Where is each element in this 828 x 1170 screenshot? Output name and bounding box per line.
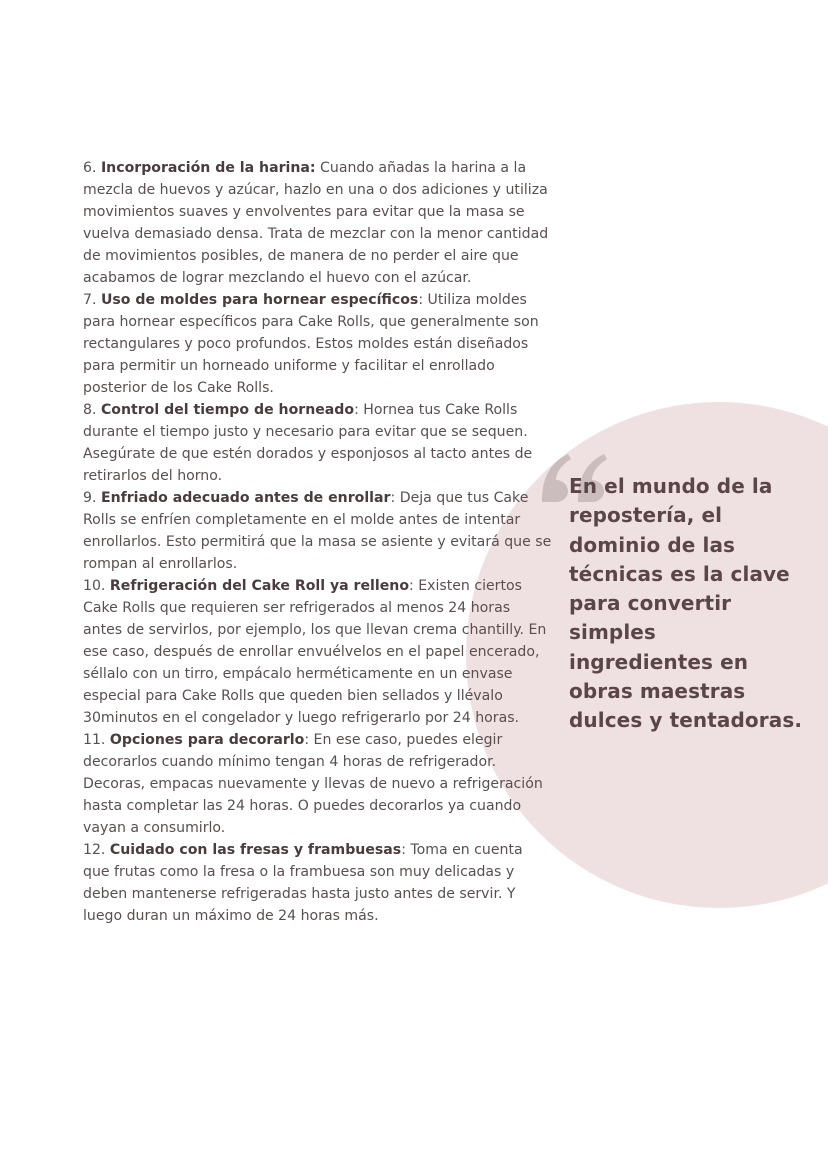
item-text: : Toma en cuenta que frutas como la fresa o la frambuesa son muy delicadas y deben mantenerse refrigeradas hasta justo antes de servir. Y luego duran un máximo de 24 horas más. [83,842,523,924]
item-text: Cuando añadas la harina a la mezcla de huevos y azúcar, hazlo en una o dos adiciones y utiliza movimientos suaves y envolventes para evitar que la masa se vuelva demasiado densa. Trata de mezclar con la menor cantidad de movimientos posibles, de manera de no perder el aire que acabamos de lograr mezclando el huevo con el azúcar. [83,160,549,286]
list-item [83,729,553,839]
tips-list [83,157,553,927]
item-text: : Utiliza moldes para hornear específicos para Cake Rolls, que generalmente son rectangulares y poco profundos. Estos moldes están diseñados para permitir un horneado uniforme y facilitar el enrollado posterior de los Cake Rolls. [83,292,539,396]
item-text: : En ese caso, puedes elegir decorarlos cuando mínimo tengan 4 horas de refrigerador. Decoras, empacas nuevamente y llevas de nuevo a refrigeración hasta completar las 24 horas. O puedes decorarlos ya cuando vayan a consumirlo. [83,732,543,836]
item-number: 11. [83,732,110,748]
item-number: 12. [83,842,110,858]
item-title: Enfriado adecuado antes de enrollar [100,490,391,506]
item-number: 8. [83,402,101,418]
list-item [83,575,553,729]
item-title: Refrigeración del Cake Roll ya relleno [109,578,409,594]
item-title: Control del tiempo de horneado [100,402,355,418]
item-number: 7. [83,292,101,308]
item-text: : Existen ciertos Cake Rolls que requieren ser refrigerados al menos 24 horas antes de servirlos, por ejemplo, los que llevan crema chantilly. En ese caso, después de enrollar envuélvelos en el papel encerado, séllalo con un tirro, empácalo herméticamente en un envase especial para Cake Rolls que queden bien sellados y llévalo 30minutos en el congelador y luego refrigerarlo por 24 horas. [83,578,547,726]
item-title: Opciones para decorarlo [109,732,305,748]
list-item [83,289,553,399]
list-item [83,839,553,927]
item-number: 9. [83,490,101,506]
item-title: Incorporación de la harina: [100,160,316,176]
item-title: Cuidado con las fresas y frambuesas [109,842,402,858]
list-item [83,157,553,289]
item-number: 6. [83,160,101,176]
item-title: Uso de moldes para hornear específicos [100,292,419,308]
item-text: : Deja que tus Cake Rolls se enfríen completamente en el molde antes de intentar enrollarlos. Esto permitirá que la masa se asiente y evitará que se rompan al enrollarlos. [83,490,552,572]
pull-quote-text: En el mundo de la repostería, el dominio de las técnicas es la clave para convertir simples ingredientes en obras maestras dulces y tentadoras. [569,474,803,733]
item-text: : Hornea tus Cake Rolls durante el tiempo justo y necesario para evitar que se sequen. Asegúrate de que estén dorados y esponjosos al tacto antes de retirarlos del horno. [83,402,533,484]
item-number: 10. [83,578,110,594]
list-item [83,399,553,487]
list-item [83,487,553,575]
